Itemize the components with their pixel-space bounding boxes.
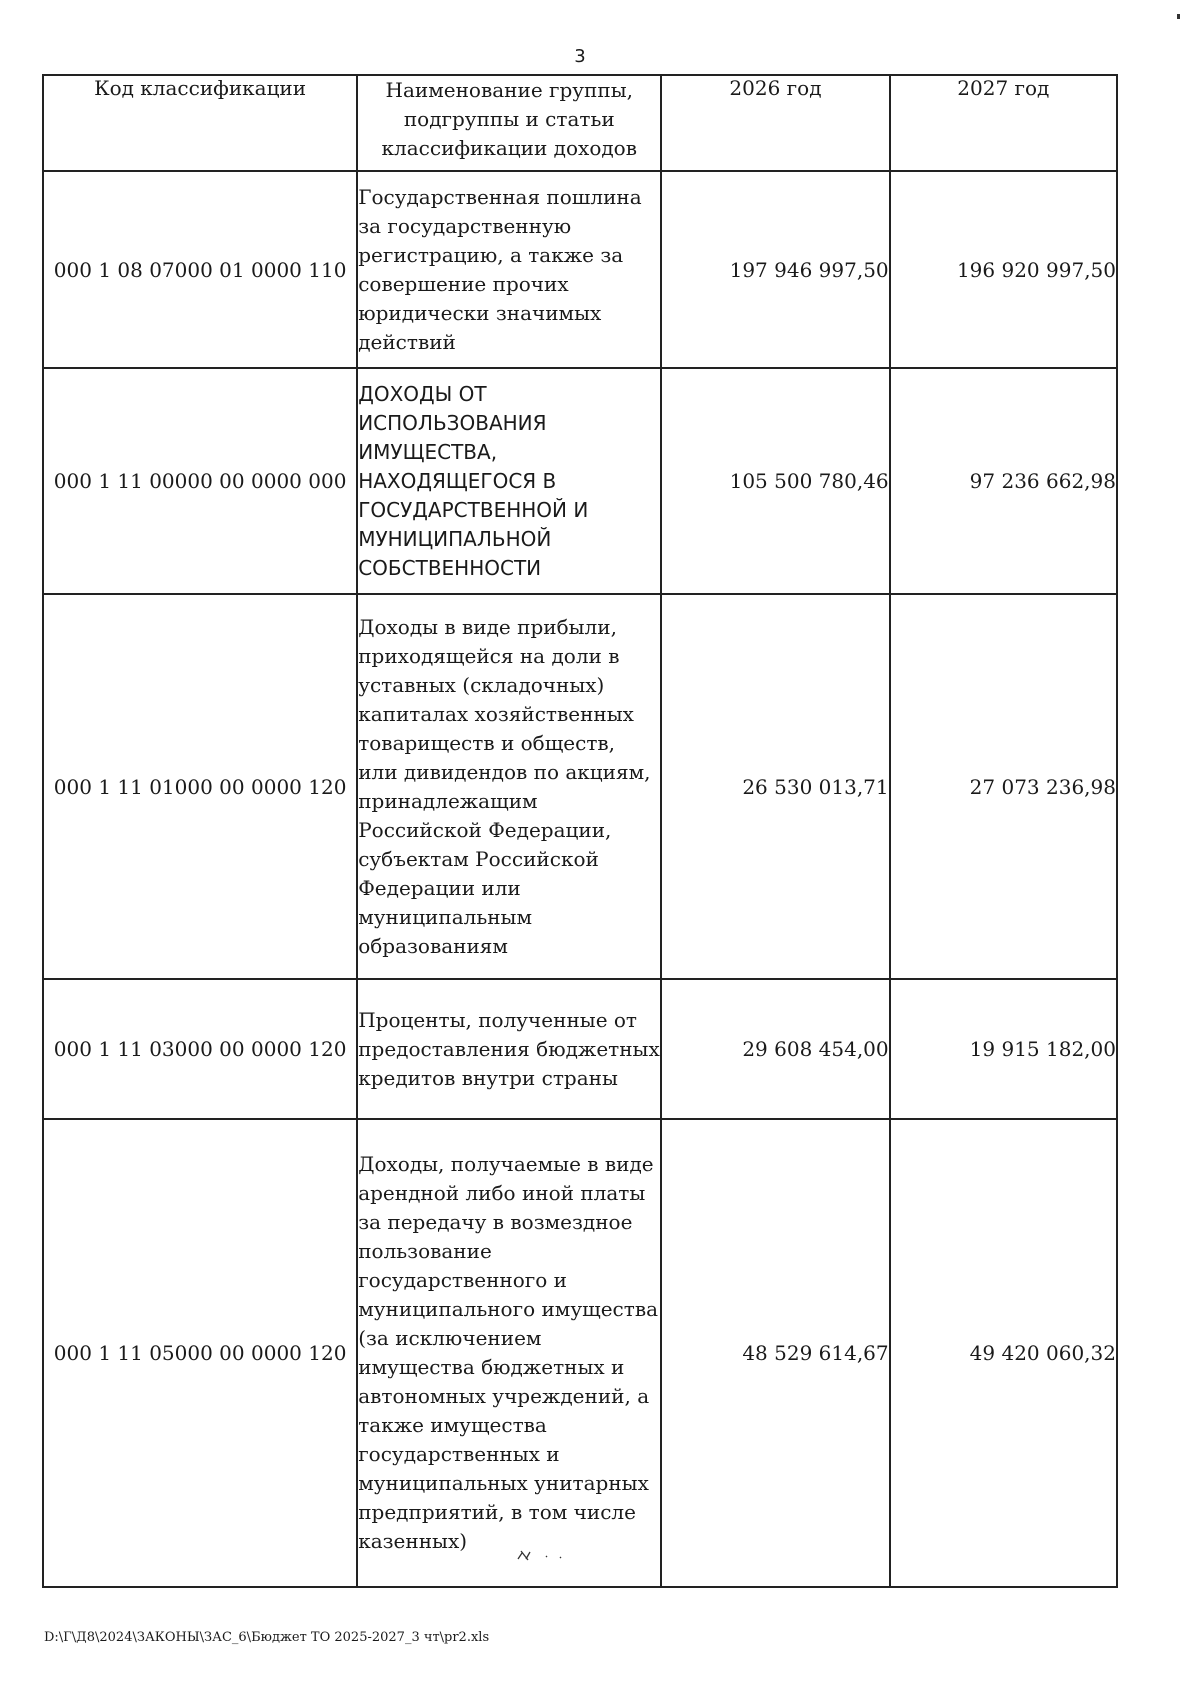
revenue-name: Государственная пошлина за государственную регистрацию, а также за совершение прочих юридически значимых действий	[357, 171, 661, 368]
amount-2026: 105 500 780,46	[661, 368, 889, 594]
amount-2026: 48 529 614,67	[661, 1119, 889, 1587]
table-row	[43, 979, 1117, 1119]
header-year-2027: 2027 год	[890, 75, 1117, 171]
classification-code: 000 1 08 07000 01 0000 110	[43, 171, 357, 368]
revenue-name: Доходы в виде прибыли, приходящейся на доли в уставных (складочных) капиталах хозяйственных товариществ и обществ, или дивидендов по акциям, принадлежащим Российской Федерации, субъектам Российской Федерации или муниципальным образованиям	[357, 594, 661, 979]
table-row	[43, 1119, 1117, 1587]
amount-2027: 19 915 182,00	[890, 979, 1117, 1119]
classification-code: 000 1 11 01000 00 0000 120	[43, 594, 357, 979]
file-path-footer: D:\Г\Д8\2024\ЗАКОНЫ\ЗАС_6\Бюджет ТО 2025-2027_3 чт\pr2.xls	[44, 1630, 490, 1645]
handwritten-mark	[516, 1547, 580, 1563]
amount-2027: 27 073 236,98	[890, 594, 1117, 979]
header-name-line-2: подгруппы и статьи	[403, 107, 615, 131]
revenue-classification-table	[42, 74, 1118, 1588]
header-code: Код классификации	[43, 75, 357, 171]
scan-corner-mark	[1177, 14, 1180, 19]
amount-2027: 97 236 662,98	[890, 368, 1117, 594]
header-name-line-3: классификации доходов	[381, 136, 637, 160]
amount-2026: 26 530 013,71	[661, 594, 889, 979]
amount-2026: 197 946 997,50	[661, 171, 889, 368]
header-name-line-1: Наименование группы,	[385, 78, 633, 102]
header-year-2026: 2026 год	[661, 75, 889, 171]
revenue-name: Проценты, полученные от предоставления бюджетных кредитов внутри страны	[357, 979, 661, 1119]
page-number: 3	[574, 46, 586, 67]
table-row	[43, 594, 1117, 979]
revenue-name: ДОХОДЫ ОТ ИСПОЛЬЗОВАНИЯ ИМУЩЕСТВА, НАХОДЯЩЕГОСЯ В ГОСУДАРСТВЕННОЙ И МУНИЦИПАЛЬНОЙ СОБСТВЕННОСТИ	[357, 368, 661, 594]
table-row	[43, 368, 1117, 594]
revenue-name: Доходы, получаемые в виде арендной либо иной платы за передачу в возмездное пользование государственного и муниципального имущества (за исключением имущества бюджетных и автономных учреждений, а также имущества государственных и муниципальных унитарных предприятий, в том числе казенных)	[357, 1119, 661, 1587]
amount-2027: 196 920 997,50	[890, 171, 1117, 368]
classification-code: 000 1 11 05000 00 0000 120	[43, 1119, 357, 1587]
classification-code: 000 1 11 00000 00 0000 000	[43, 368, 357, 594]
classification-code: 000 1 11 03000 00 0000 120	[43, 979, 357, 1119]
table-row	[43, 171, 1117, 368]
amount-2026: 29 608 454,00	[661, 979, 889, 1119]
header-name	[357, 75, 661, 171]
table-header-row	[43, 75, 1117, 171]
amount-2027: 49 420 060,32	[890, 1119, 1117, 1587]
